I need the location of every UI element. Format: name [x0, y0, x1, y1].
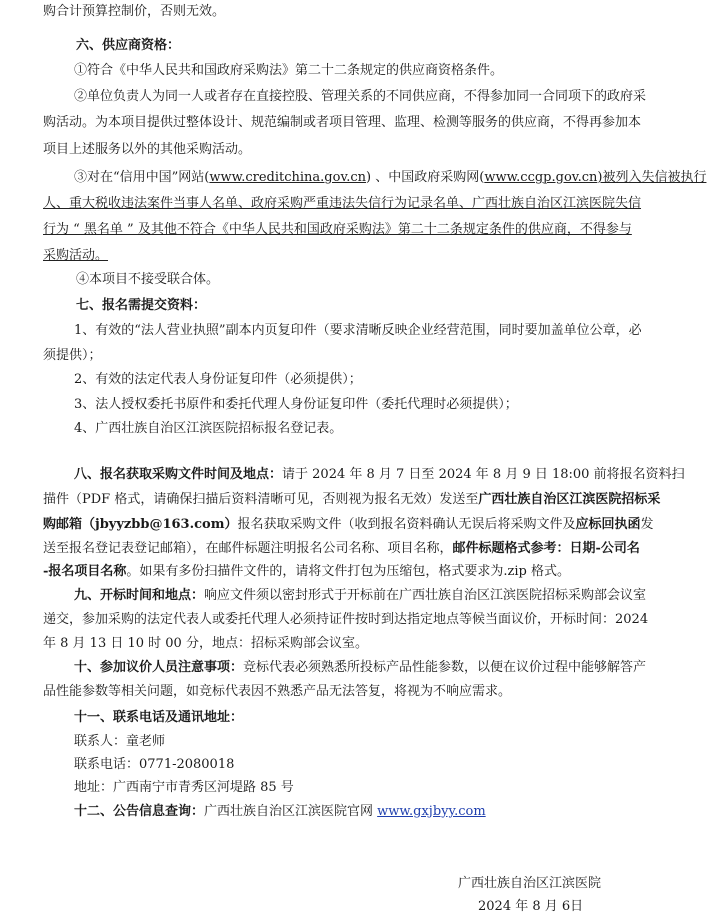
text-line: 品性能参数等相关问题，如竞标代表因不熟悉产品无法答复，将视为不响应需求。	[43, 684, 512, 699]
text-line	[74, 467, 685, 483]
text-line: 须提供）；	[43, 348, 102, 363]
contact-person: 联系人：童老师	[74, 734, 166, 749]
text-line: ②单位负责人为同一人或者存在直接控股、管理关系的不同供应商，不得参加同一合同项下的政府采	[74, 89, 647, 104]
email-address: 购邮箱（jbyyzbb@163.com）	[43, 517, 238, 532]
text-line	[43, 541, 640, 557]
website-link[interactable]: www.gxjbyy.com	[377, 804, 486, 819]
text-line	[74, 660, 646, 676]
text-span: 广西壮族自治区江滨医院官网	[204, 804, 378, 819]
text-line	[43, 492, 660, 508]
text-span: 描件（PDF 格式，请确保扫描后资料清晰可见，否则视为报名无效）发送至	[43, 492, 479, 507]
ccgp-link[interactable]: www.ccgp.gov.cn	[484, 170, 598, 185]
section-6-heading: 六、供应商资格：	[76, 38, 181, 53]
text-line: 行为 “ 黑名单 ” 及其他不符合《中华人民共和国政府采购法》第二十二条规定条件的供应商，不得参与	[43, 222, 632, 237]
text-line	[74, 588, 646, 604]
text-line: 项目上述服务以外的其他采购活动。	[43, 142, 252, 157]
creditchina-link[interactable]: www.creditchina.gov.cn	[209, 170, 367, 185]
text-span: 。如果有多份扫描件文件的，请将文件打包为压缩包，格式要求为.zip 格式。	[126, 564, 570, 579]
section-10-heading: 十、参加议价人员注意事项：	[74, 660, 244, 675]
text-span: ③对在“信用中国”网站(	[74, 170, 210, 185]
text-line: 采购活动。	[43, 248, 109, 263]
text-span-bold: 广西壮族自治区江滨医院招标采	[478, 492, 661, 507]
signature-date: 2024 年 8 月 6日	[478, 899, 584, 914]
text-line: 人、重大税收违法案件当事人名单、政府采购严重违法失信行为记录名单、广西壮族自治区江滨医院失信	[43, 196, 642, 211]
section-7-heading: 七、报名需提交资料：	[76, 298, 207, 313]
section-8-heading: 八、报名获取采购文件时间及地点：	[74, 467, 283, 482]
contact-address: 地址：广西南宁市青秀区河堤路 85 号	[74, 780, 294, 795]
text-line	[74, 804, 486, 820]
text-line: 1、有效的“法人营业执照”副本内页复印件（要求清晰反映企业经营范围，同时要加盖单位公章，必	[74, 323, 642, 338]
text-line: ①符合《中华人民共和国政府采购法》第二十二条规定的供应商资格条件。	[74, 63, 504, 78]
contact-phone: 联系电话：0771-2080018	[74, 757, 235, 772]
text-span: 竞标代表必须熟悉所投标产品性能参数，以便在议价过程中能够解答产	[243, 660, 647, 675]
text-span: 请于 2024 年 8 月 7 日至 2024 年 8 月 9 日 18:00 前将报名资料扫	[282, 467, 685, 482]
section-9-heading: 九、开标时间和地点：	[74, 588, 205, 603]
text-line: 2、有效的法定代表人身份证复印件（必须提供）；	[74, 372, 362, 387]
text-line	[74, 170, 706, 186]
text-span-bold: -报名项目名称	[43, 564, 127, 579]
text-span-bold: 邮件标题格式参考：日期-公司名	[452, 541, 640, 556]
signature-organization: 广西壮族自治区江滨医院	[458, 876, 602, 891]
text-span: 报名获取采购文件（收到报名资料确认无误后将采购文件及	[237, 517, 576, 532]
section-11-heading: 十一、联系电话及通讯地址：	[74, 710, 244, 725]
text-span: ) 、中国政府采购网(	[366, 170, 485, 185]
text-line: 4、广西壮族自治区江滨医院招标报名登记表。	[74, 421, 343, 436]
text-span: 发	[640, 517, 654, 532]
text-line: 3、法人授权委托书原件和委托代理人身份证复印件（委托代理时必须提供）；	[74, 397, 518, 412]
text-span-bold: 应标回执函	[575, 517, 641, 532]
text-line: 购合计预算控制价，否则无效。	[43, 4, 226, 19]
text-span: 响应文件须以密封形式于开标前在广西壮族自治区江滨医院招标采购部会议室	[204, 588, 647, 603]
text-line: 年 8 月 13 日 10 时 00 分，地点：招标采购部会议室。	[43, 636, 368, 651]
text-line	[43, 564, 570, 580]
text-line	[43, 517, 654, 533]
text-line: 购活动。为本项目提供过整体设计、规范编制或者项目管理、监理、检测等服务的供应商，不得再参加本	[43, 115, 642, 130]
section-12-heading: 十二、公告信息查询：	[74, 804, 205, 819]
text-span: 送至报名登记表登记邮箱），在邮件标题注明报名公司名称、项目名称，	[43, 541, 453, 556]
text-span: )被列入失信被执行	[597, 170, 707, 185]
text-line: ④本项目不接受联合体。	[76, 272, 220, 287]
text-line: 递交，参加采购的法定代表人或委托代理人必须持证件按时到达指定地点等候当面议价，开标时间：2024	[43, 612, 649, 627]
